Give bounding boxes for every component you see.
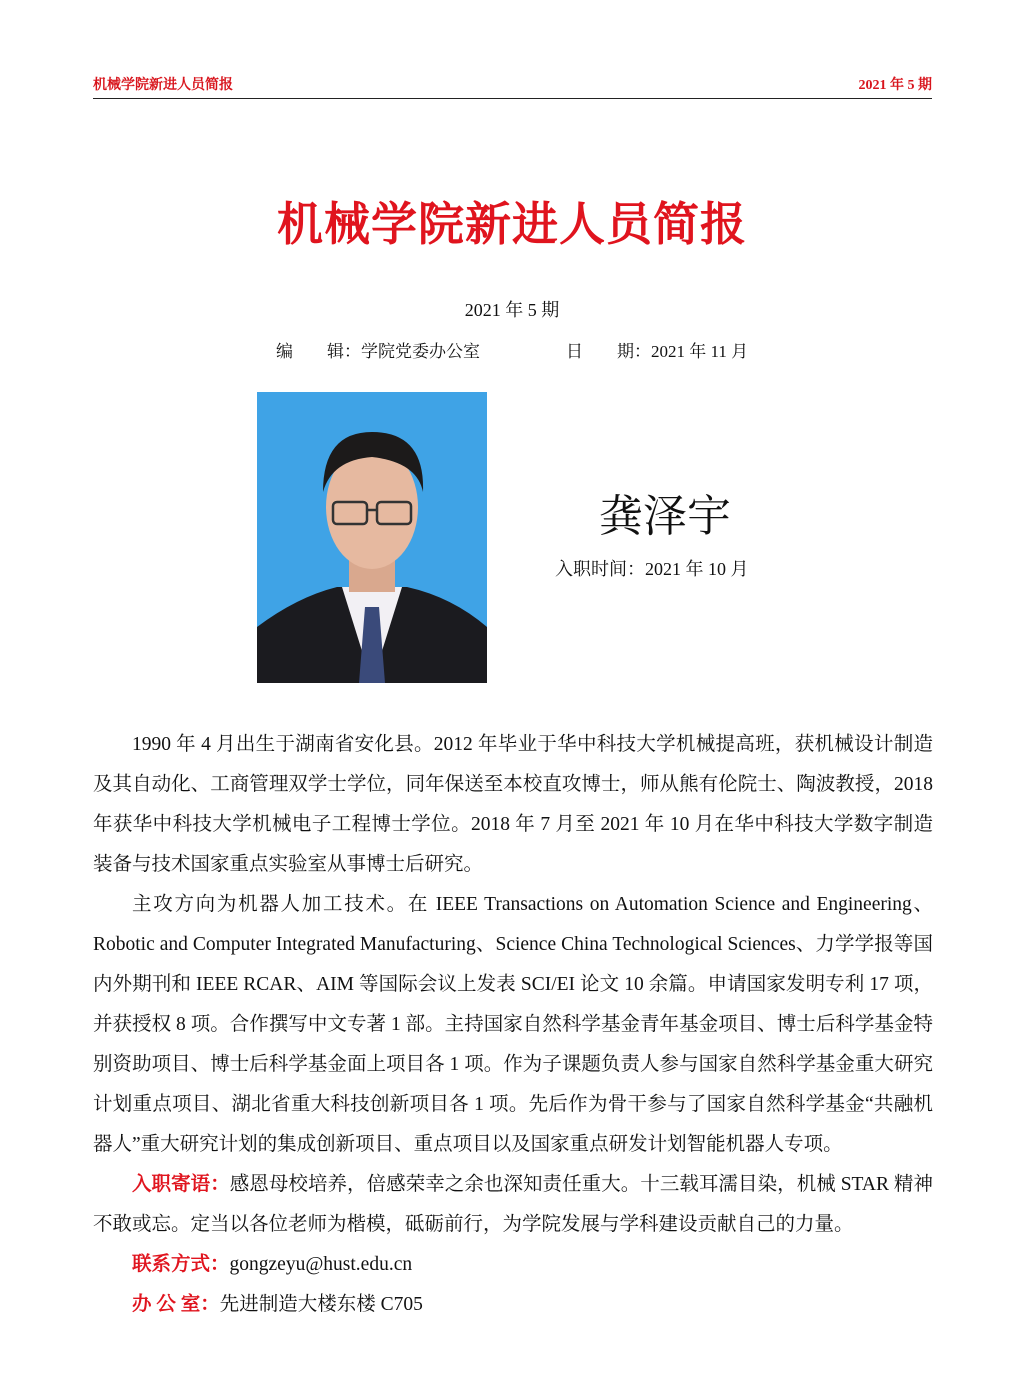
date-line: [566, 337, 748, 362]
bio-body: [93, 725, 933, 1325]
office-value: 先进制造大楼东楼 C705: [219, 1294, 423, 1315]
person-name: 龚泽宇: [599, 492, 731, 541]
editor-label: 编 辑：: [276, 342, 361, 361]
message-text: 感恩母校培养，倍感荣幸之余也深知责任重大。十三载耳濡目染，机械 STAR 精神不敢或忘。定当以各位老师为楷模，砥砺前行，为学院发展与学科建设贡献自己的力量。: [93, 1174, 933, 1235]
editor-value: 学院党委办公室: [361, 342, 480, 361]
message-label: 入职寄语：: [132, 1174, 230, 1195]
office-line: [93, 1285, 933, 1325]
join-value: 2021 年 10 月: [645, 559, 749, 579]
contact-line: [93, 1245, 933, 1285]
welcome-message: [93, 1165, 933, 1245]
running-header-issue: 2021 年 5 期: [858, 78, 932, 93]
office-label: 办 公 室：: [132, 1294, 220, 1315]
date-value: 2021 年 11 月: [651, 342, 749, 361]
contact-email[interactable]: gongzeyu@hust.edu.cn: [229, 1254, 413, 1275]
editor-line: [276, 337, 480, 362]
join-label: 入职时间：: [555, 559, 645, 579]
date-label: 日 期：: [566, 342, 651, 361]
page-title: 机械学院新进人员简报: [277, 199, 747, 250]
issue-number: 2021 年 5 期: [464, 300, 560, 320]
header-rule: [93, 98, 932, 99]
contact-label: 联系方式：: [132, 1254, 230, 1275]
bio-paragraph-research: 主攻方向为机器人加工技术。在 IEEE Transactions on Automation Science and Engineering、Robotic and Computer Integrated Manufacturing、Science China Technological Sciences、力学学报等国内外期刊和 IEEE RCAR、AIM 等国际会议上发表 SCI/EI 论文 10 余篇。申请国家发明专利 17 项，并获授权 8 项。合作撰写中文专著 1 部。主持国家自然科学基金青年基金项目、博士后科学基金特别资助项目、博士后科学基金面上项目各 1 项。作为子课题负责人参与国家自然科学基金重大研究计划重点项目、湖北省重大科技创新项目各 1 项。先后作为骨干参与了国家自然科学基金“共融机器人”重大研究计划的集成创新项目、重点项目以及国家重点研发计划智能机器人专项。: [93, 894, 933, 1155]
portrait-photo: [257, 392, 487, 683]
running-header-title: 机械学院新进人员简报: [93, 78, 233, 93]
join-date: [555, 555, 749, 581]
bio-paragraph-education: 1990 年 4 月出生于湖南省安化县。2012 年毕业于华中科技大学机械提高班，获机械设计制造及其自动化、工商管理双学士学位，同年保送至本校直攻博士，师从熊有伦院士、陶波教授，2018 年获华中科技大学机械电子工程博士学位。2018 年 7 月至 2021 年 10 月在华中科技大学数字制造装备与技术国家重点实验室从事博士后研究。: [93, 734, 933, 875]
